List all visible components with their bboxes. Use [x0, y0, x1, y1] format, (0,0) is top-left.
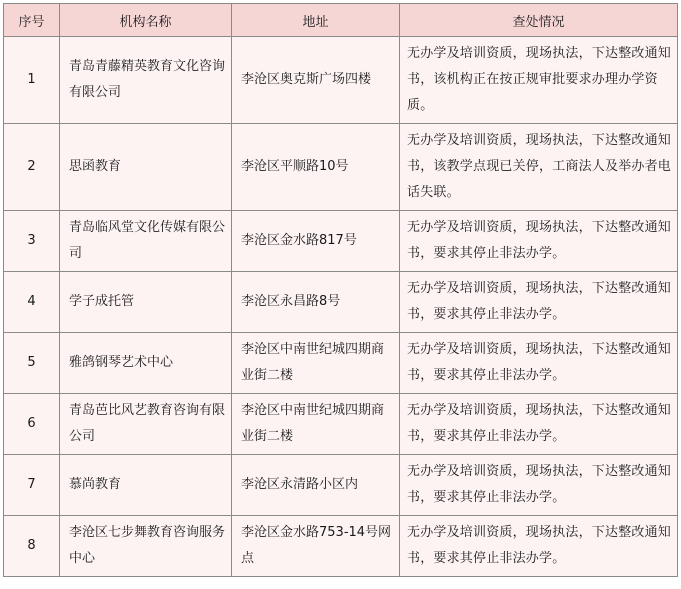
address-cell: 李沧区奥克斯广场四楼 [232, 37, 400, 124]
header-institution-name: 机构名称 [60, 4, 232, 37]
inspection-table [3, 3, 678, 577]
table-row [4, 272, 678, 333]
serial-cell: 4 [4, 272, 60, 333]
address-cell: 李沧区中南世纪城四期商业街二楼 [232, 333, 400, 394]
serial-cell: 2 [4, 124, 60, 211]
table-row [4, 394, 678, 455]
serial-cell: 5 [4, 333, 60, 394]
serial-cell: 8 [4, 516, 60, 577]
address-cell: 李沧区永清路小区内 [232, 455, 400, 516]
table-row [4, 516, 678, 577]
table-row [4, 333, 678, 394]
inspection-result-cell: 无办学及培训资质，现场执法，下达整改通知书，要求其停止非法办学。 [400, 394, 678, 455]
table-header-row [4, 4, 678, 37]
address-cell: 李沧区中南世纪城四期商业街二楼 [232, 394, 400, 455]
address-cell: 李沧区平顺路10号 [232, 124, 400, 211]
address-cell: 李沧区金水路817号 [232, 211, 400, 272]
institution-name-cell: 思函教育 [60, 124, 232, 211]
institution-name-cell: 慕尚教育 [60, 455, 232, 516]
header-address: 地址 [232, 4, 400, 37]
table-row [4, 124, 678, 211]
serial-cell: 6 [4, 394, 60, 455]
inspection-result-cell: 无办学及培训资质，现场执法，下达整改通知书，要求其停止非法办学。 [400, 455, 678, 516]
header-inspection-result: 查处情况 [400, 4, 678, 37]
serial-cell: 1 [4, 37, 60, 124]
institution-name-cell: 青岛青藤精英教育文化咨询有限公司 [60, 37, 232, 124]
table-row [4, 37, 678, 124]
serial-cell: 7 [4, 455, 60, 516]
table-row [4, 455, 678, 516]
institution-name-cell: 青岛临风堂文化传媒有限公司 [60, 211, 232, 272]
institution-name-cell: 雅鸽钢琴艺术中心 [60, 333, 232, 394]
institution-name-cell: 学子成托管 [60, 272, 232, 333]
institution-name-cell: 李沧区七步舞教育咨询服务中心 [60, 516, 232, 577]
inspection-result-cell: 无办学及培训资质，现场执法，下达整改通知书，要求其停止非法办学。 [400, 272, 678, 333]
inspection-result-cell: 无办学及培训资质，现场执法，下达整改通知书，该机构正在按正规审批要求办理办学资质。 [400, 37, 678, 124]
inspection-result-cell: 无办学及培训资质，现场执法，下达整改通知书，要求其停止非法办学。 [400, 211, 678, 272]
table-row [4, 211, 678, 272]
header-serial: 序号 [4, 4, 60, 37]
inspection-result-cell: 无办学及培训资质，现场执法，下达整改通知书，要求其停止非法办学。 [400, 333, 678, 394]
address-cell: 李沧区金水路753-14号网点 [232, 516, 400, 577]
inspection-result-cell: 无办学及培训资质，现场执法，下达整改通知书，该教学点现已关停，工商法人及举办者电话失联。 [400, 124, 678, 211]
institution-name-cell: 青岛芭比风艺教育咨询有限公司 [60, 394, 232, 455]
address-cell: 李沧区永昌路8号 [232, 272, 400, 333]
inspection-result-cell: 无办学及培训资质，现场执法，下达整改通知书，要求其停止非法办学。 [400, 516, 678, 577]
serial-cell: 3 [4, 211, 60, 272]
